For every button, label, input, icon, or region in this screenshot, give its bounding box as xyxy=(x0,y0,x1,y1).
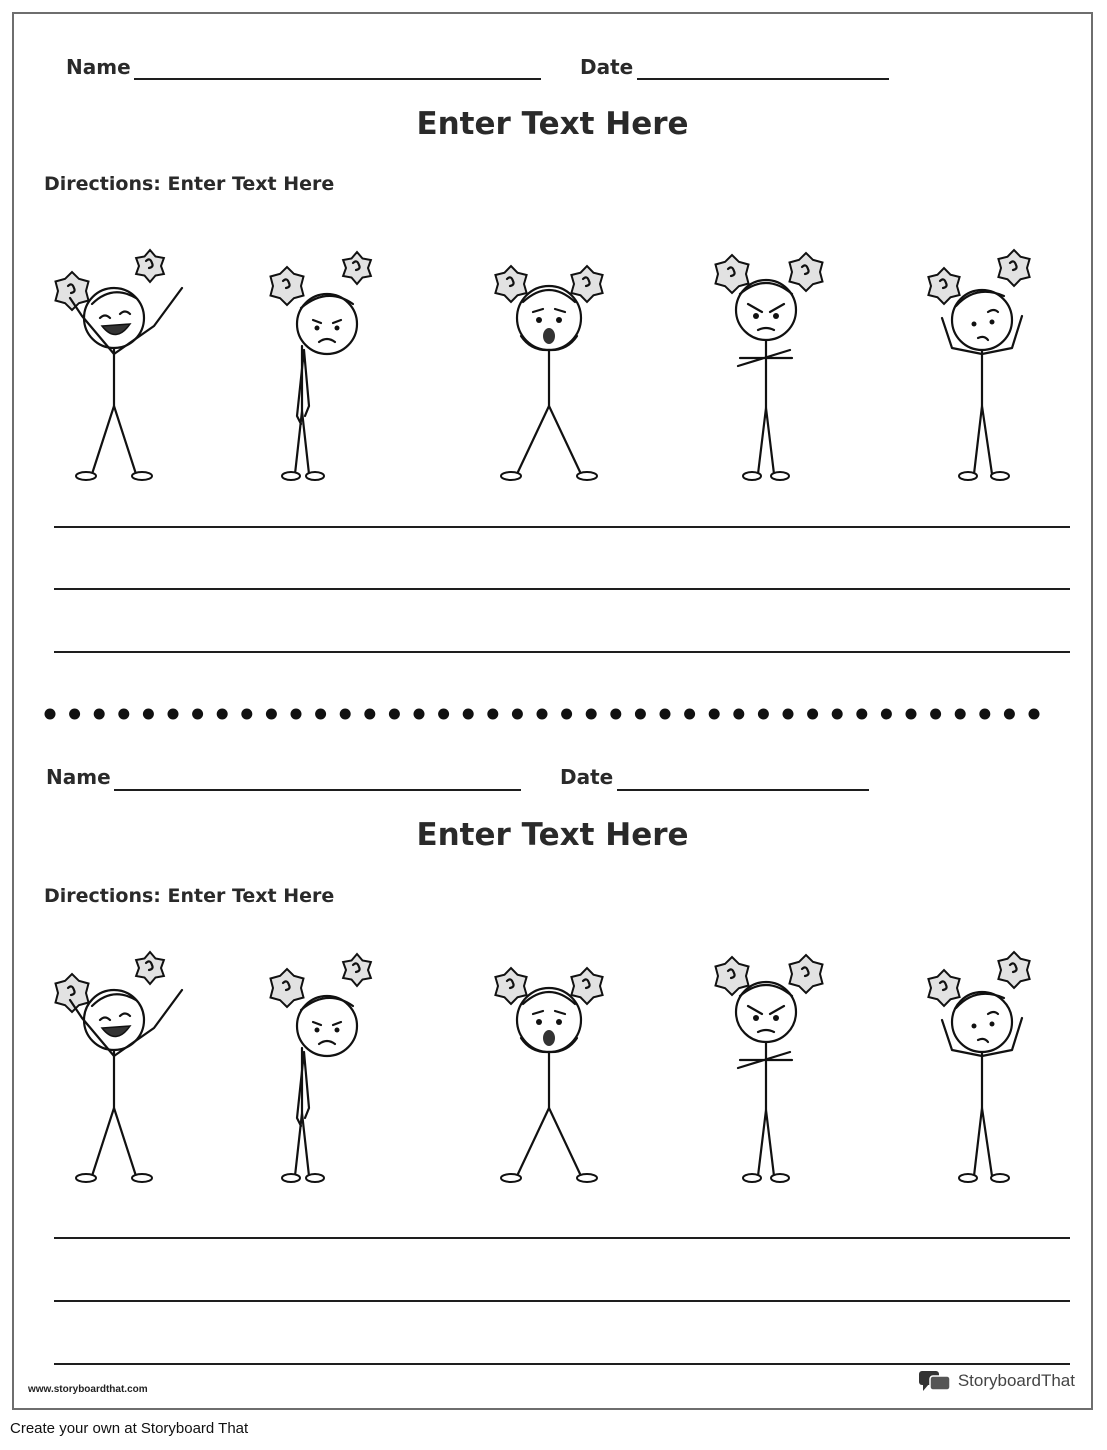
website-url: www.storyboardthat.com xyxy=(28,1384,148,1395)
brand-label: StoryboardThat xyxy=(957,1371,1075,1390)
stick-figure-angry-icon xyxy=(674,236,834,486)
date-answer-line[interactable] xyxy=(637,78,889,80)
stick-figure-happy-icon xyxy=(42,938,202,1188)
directions-text: Directions: Enter Text Here xyxy=(44,885,335,907)
name-label: Name xyxy=(46,765,111,789)
stick-figure-scared-icon xyxy=(459,938,619,1188)
stick-figure-angry-icon xyxy=(674,938,834,1188)
stick-figure-scared-icon xyxy=(459,236,619,486)
worksheet-title: Enter Text Here xyxy=(416,106,689,142)
writing-line[interactable] xyxy=(54,1300,1070,1302)
footer-credit: Create your own at Storyboard That xyxy=(10,1420,249,1437)
figure-row xyxy=(14,938,1091,1188)
writing-line[interactable] xyxy=(54,526,1070,528)
stick-figure-confused-icon xyxy=(892,938,1052,1188)
date-label: Date xyxy=(580,55,634,79)
stick-figure-sad-icon xyxy=(257,938,417,1188)
writing-line[interactable] xyxy=(54,1363,1070,1365)
writing-line[interactable] xyxy=(54,1237,1070,1239)
name-answer-line[interactable] xyxy=(114,789,521,791)
writing-line[interactable] xyxy=(54,588,1070,590)
stick-figure-confused-icon xyxy=(892,236,1052,486)
date-label: Date xyxy=(560,765,614,789)
speech-bubbles-icon xyxy=(918,1369,952,1393)
worksheet-page xyxy=(12,12,1093,1410)
stick-figure-sad-icon xyxy=(257,236,417,486)
directions-text: Directions: Enter Text Here xyxy=(44,173,335,195)
writing-line[interactable] xyxy=(54,651,1070,653)
stick-figure-happy-icon xyxy=(42,236,202,486)
worksheet-title: Enter Text Here xyxy=(416,817,689,853)
name-answer-line[interactable] xyxy=(134,78,541,80)
figure-row xyxy=(14,236,1091,486)
storyboardthat-logo xyxy=(918,1368,1075,1394)
name-label: Name xyxy=(66,55,131,79)
date-answer-line[interactable] xyxy=(617,789,869,791)
dotted-cut-line xyxy=(42,706,1052,722)
